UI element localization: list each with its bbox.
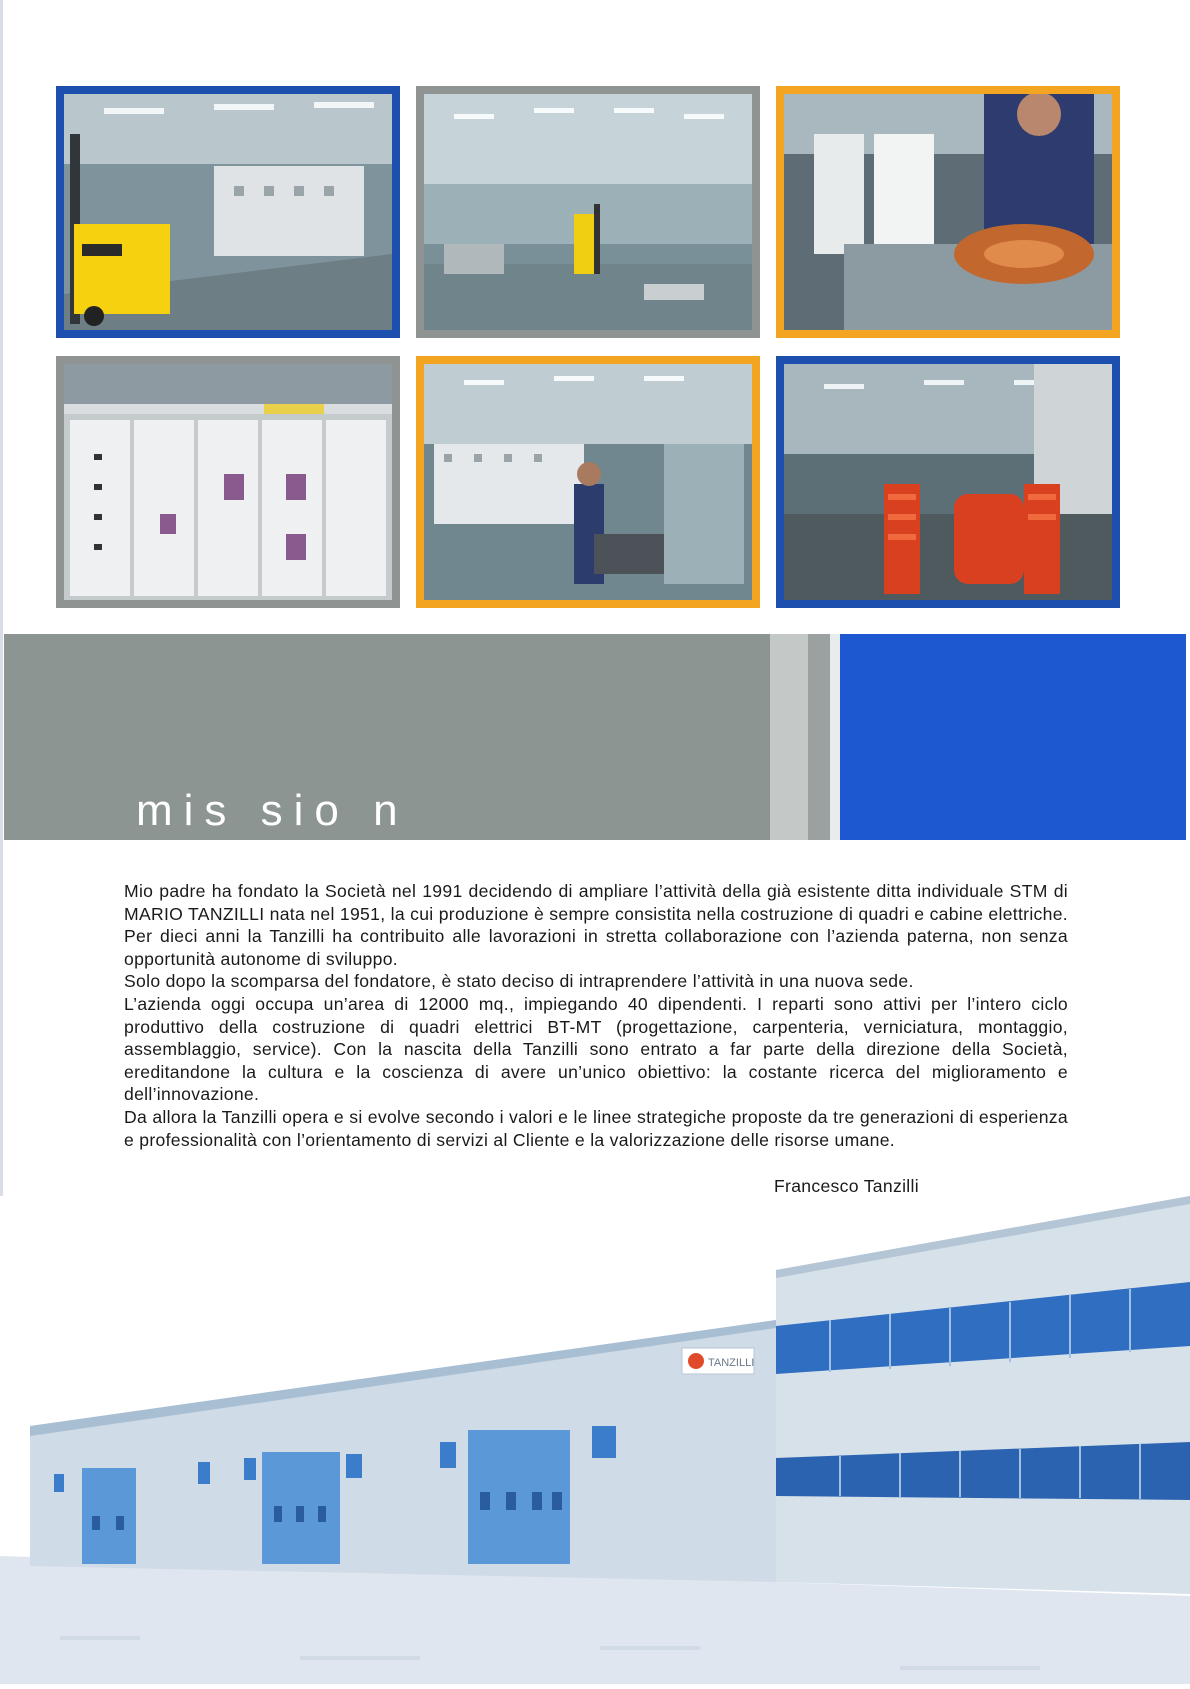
building-sign-text: TANZILLI <box>708 1357 755 1369</box>
red-insulators-photo <box>776 356 1120 608</box>
brand-blue-block <box>840 634 1186 840</box>
signature: Francesco Tanzilli <box>774 1176 919 1196</box>
body-paragraph: Da allora la Tanzilli opera e si evolve secondo i valori e le linee strategiche proposte da tre generazioni di esperienza e professionalità con l’orientamento di servizi al Cliente e la valorizzazione delle risorse umane. <box>124 1106 1068 1150</box>
company-building-photo <box>0 1196 1190 1684</box>
factory-floor-forklift-photo <box>416 86 760 338</box>
body-paragraph: Solo dopo la scomparsa del fondatore, è stato deciso di intraprendere l’attività in una nuova sede. <box>124 971 914 992</box>
technician-workbench-photo <box>416 356 760 608</box>
header-stripe <box>808 634 830 840</box>
header-stripe <box>770 634 808 840</box>
mission-body-text <box>124 880 1068 1151</box>
switchboard-panels-photo <box>56 356 400 608</box>
body-paragraph: L’azienda oggi occupa un’area di 12000 mq., impiegando 40 dipendenti. I reparti sono attivi per l’intero ciclo produttivo della costruzione di quadri elettrici BT-MT (progettazione, carpenteria, verniciatura, montaggio, assemblaggio, service). Con la nascita della Tanzilli sono entrato a far parte della direzione della Società, ereditandone la cultura e la coscienza di avere un’unico obiettivo: la costante ricerca del miglioramento e dell’innovazione. <box>124 993 1068 1105</box>
warehouse-forklift-photo <box>56 86 400 338</box>
section-title: mis sio n <box>136 786 409 835</box>
copper-wire-worker-photo <box>776 86 1120 338</box>
header-stripe <box>830 634 840 840</box>
body-paragraph: Mio padre ha fondato la Società nel 1991 decidendo di ampliare l’attività della già esistente ditta individuale STM di MARIO TANZILLI nata nel 1951, la cui produzione è sempre consistita nella costruzione di quadri e cabine elettriche. Per dieci anni la Tanzilli ha contribuito alle lavorazioni in stretta collaborazione con l’azienda paterna, non senza opportunità autonome di sviluppo. <box>124 881 1068 969</box>
